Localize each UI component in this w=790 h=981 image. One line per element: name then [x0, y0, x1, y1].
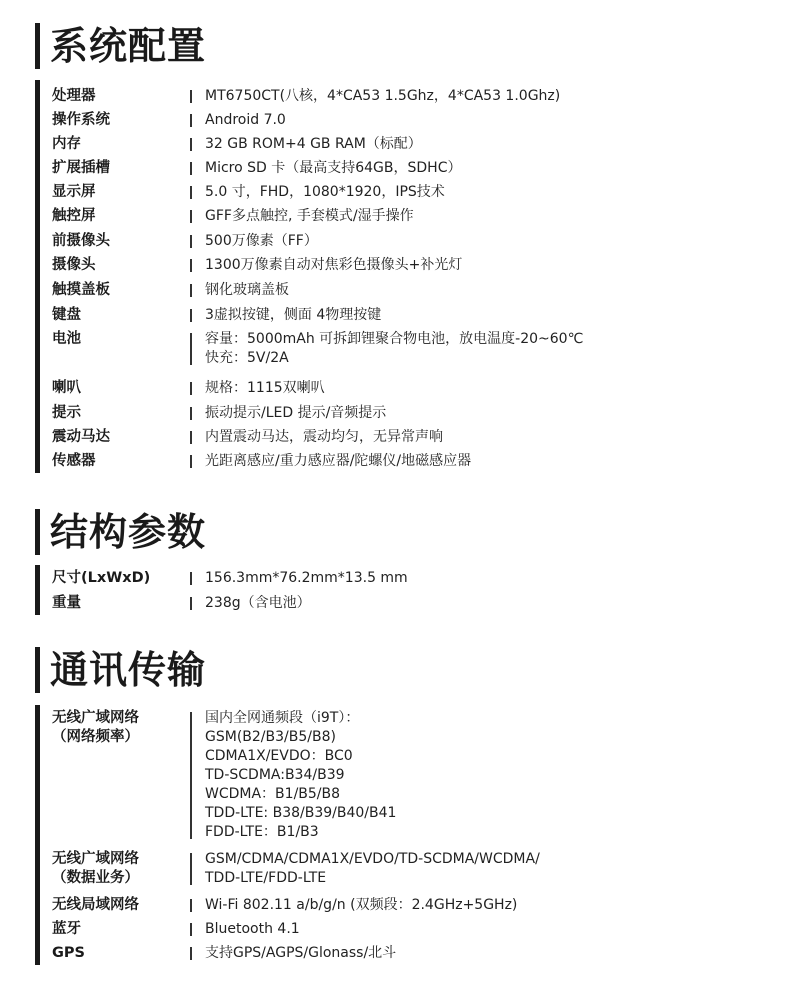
section-title: [35, 646, 206, 694]
spec-label: [52, 306, 81, 325]
section-title-text: 通讯传输: [50, 648, 207, 692]
spec-value: [205, 452, 471, 471]
spec-label-line: 内存: [52, 136, 81, 152]
spec-value: [205, 87, 560, 106]
spec-value-line: 156.3mm*76.2mm*13.5 mm: [205, 570, 408, 586]
spec-separator: [190, 162, 192, 175]
spec-label-line: 无线局域网络: [52, 897, 139, 913]
spec-value-line: 238g（含电池）: [205, 595, 311, 611]
spec-label-line: 摄像头: [52, 257, 96, 273]
spec-value: [205, 404, 386, 423]
spec-value: [205, 379, 325, 398]
spec-value: [205, 896, 517, 915]
spec-value-line: 钢化玻璃盖板: [205, 282, 289, 298]
spec-separator: [190, 382, 192, 395]
spec-value-line: 支持GPS/AGPS/Glonass/北斗: [205, 945, 397, 961]
spec-label-line: GPS: [52, 945, 85, 961]
spec-value: [205, 281, 289, 300]
spec-label-line: 喇叭: [52, 380, 81, 396]
spec-label-line: 震动马达: [52, 429, 110, 445]
spec-separator: [190, 90, 192, 103]
spec-label: [52, 281, 110, 300]
spec-label-line: 扩展插槽: [52, 160, 110, 176]
spec-label: [52, 111, 110, 130]
spec-value-line: Wi-Fi 802.11 a/b/g/n (双频段：2.4GHz+5GHz): [205, 897, 518, 913]
spec-label: [52, 896, 139, 915]
spec-label-line: 重量: [52, 595, 81, 611]
spec-value: [205, 944, 396, 963]
spec-label: [52, 379, 81, 398]
spec-label: [52, 183, 96, 202]
spec-value-line: GFF多点触控, 手套模式/湿手操作: [205, 208, 414, 224]
spec-separator: [190, 947, 192, 960]
spec-value: [205, 594, 311, 613]
section-title-text: 系统配置: [50, 24, 207, 68]
section-side-bar: [35, 80, 40, 473]
spec-value-line: TD-SCDMA:B34/B39: [205, 767, 345, 783]
spec-label: [52, 850, 139, 888]
spec-label-line: 传感器: [52, 453, 96, 469]
section-title-text: 结构参数: [50, 510, 207, 554]
spec-value: [205, 111, 286, 130]
spec-value-line: Android 7.0: [205, 112, 286, 128]
spec-value-line: WCDMA：B1/B5/B8: [205, 786, 341, 802]
spec-value-line: 内置震动马达，震动均匀，无异常声响: [205, 429, 443, 445]
spec-value-line: GSM/CDMA/CDMA1X/EVDO/TD-SCDMA/WCDMA/: [205, 851, 540, 867]
spec-label: [52, 594, 81, 613]
section-title: [35, 22, 206, 70]
spec-value: [205, 330, 583, 368]
spec-value-line: 容量：5000mAh 可拆卸锂聚合物电池，放电温度-20~60℃: [205, 331, 584, 347]
spec-label: [52, 404, 81, 423]
spec-separator: [190, 572, 192, 585]
spec-label: [52, 920, 81, 939]
spec-value-line: 振动提示/LED 提示/音频提示: [205, 405, 387, 421]
spec-value-line: 32 GB ROM+4 GB RAM（标配）: [205, 136, 422, 152]
spec-separator: [190, 712, 192, 839]
spec-label-line: 无线广域网络: [52, 710, 139, 726]
spec-separator: [190, 284, 192, 297]
spec-label-line: 前摄像头: [52, 233, 110, 249]
spec-label: [52, 944, 85, 963]
spec-label: [52, 87, 96, 106]
spec-value: [205, 159, 461, 178]
spec-value-line: GSM(B2/B3/B5/B8): [205, 729, 336, 745]
spec-value: [205, 256, 462, 275]
spec-separator: [190, 333, 192, 365]
spec-separator: [190, 259, 192, 272]
spec-separator: [190, 431, 192, 444]
spec-value: [205, 920, 300, 939]
spec-value-line: TDD-LTE: B38/B39/B40/B41: [205, 805, 397, 821]
spec-value-line: Micro SD 卡（最高支持64GB，SDHC）: [205, 160, 462, 176]
section-side-bar: [35, 565, 40, 615]
spec-value: [205, 135, 422, 154]
spec-value-line: 规格：1115双喇叭: [205, 380, 325, 396]
spec-separator: [190, 138, 192, 151]
spec-label: [52, 330, 81, 349]
spec-value-line: 国内全网通频段（i9T）：: [205, 710, 360, 726]
spec-label-line: 提示: [52, 405, 81, 421]
spec-label-line: 键盘: [52, 307, 81, 323]
spec-value-line: 1300万像素自动对焦彩色摄像头+补光灯: [205, 257, 463, 273]
spec-value-line: 3虚拟按键，侧面 4物理按键: [205, 307, 382, 323]
spec-separator: [190, 186, 192, 199]
spec-label-line: 电池: [52, 331, 81, 347]
spec-value: [205, 709, 396, 842]
spec-label: [52, 232, 110, 251]
spec-label-line: 尺寸(LxWxD): [52, 570, 151, 586]
spec-separator: [190, 309, 192, 322]
spec-value-line: 快充：5V/2A: [205, 350, 289, 366]
spec-value-line: CDMA1X/EVDO：BC0: [205, 748, 353, 764]
spec-label: [52, 569, 150, 588]
spec-label-line: （数据业务）: [52, 870, 139, 886]
spec-label-line: 触摸盖板: [52, 282, 110, 298]
spec-label-line: 操作系统: [52, 112, 110, 128]
spec-value: [205, 232, 318, 251]
spec-value-line: FDD-LTE：B1/B3: [205, 824, 319, 840]
spec-label: [52, 256, 96, 275]
section-title-bar: [35, 647, 40, 693]
spec-separator: [190, 899, 192, 912]
section-title-bar: [35, 23, 40, 69]
spec-value: [205, 428, 443, 447]
spec-value-line: MT6750CT(八核，4*CA53 1.5Ghz，4*CA53 1.0Ghz): [205, 88, 561, 104]
spec-label: [52, 428, 110, 447]
spec-label: [52, 135, 81, 154]
section-side-bar: [35, 705, 40, 965]
spec-value: [205, 850, 540, 888]
spec-value: [205, 569, 408, 588]
spec-value-line: 500万像素（FF）: [205, 233, 318, 249]
spec-label: [52, 709, 139, 747]
spec-separator: [190, 210, 192, 223]
spec-separator: [190, 455, 192, 468]
spec-separator: [190, 853, 192, 885]
spec-separator: [190, 923, 192, 936]
spec-label-line: 无线广域网络: [52, 851, 139, 867]
spec-label-line: （网络频率）: [52, 729, 139, 745]
spec-label-line: 蓝牙: [52, 921, 81, 937]
section-title: [35, 508, 206, 556]
spec-label-line: 触控屏: [52, 208, 96, 224]
spec-value-line: TDD-LTE/FDD-LTE: [205, 870, 327, 886]
spec-label: [52, 207, 96, 226]
spec-label: [52, 159, 110, 178]
spec-label-line: 显示屏: [52, 184, 96, 200]
spec-value-line: 5.0 寸，FHD，1080*1920，IPS技术: [205, 184, 445, 200]
spec-value: [205, 183, 445, 202]
spec-separator: [190, 597, 192, 610]
spec-separator: [190, 114, 192, 127]
spec-value: [205, 306, 381, 325]
spec-label: [52, 452, 96, 471]
section-title-bar: [35, 509, 40, 555]
spec-label-line: 处理器: [52, 88, 96, 104]
spec-value-line: Bluetooth 4.1: [205, 921, 300, 937]
spec-separator: [190, 235, 192, 248]
spec-value-line: 光距离感应/重力感应器/陀螺仪/地磁感应器: [205, 453, 472, 469]
spec-separator: [190, 407, 192, 420]
spec-value: [205, 207, 414, 226]
